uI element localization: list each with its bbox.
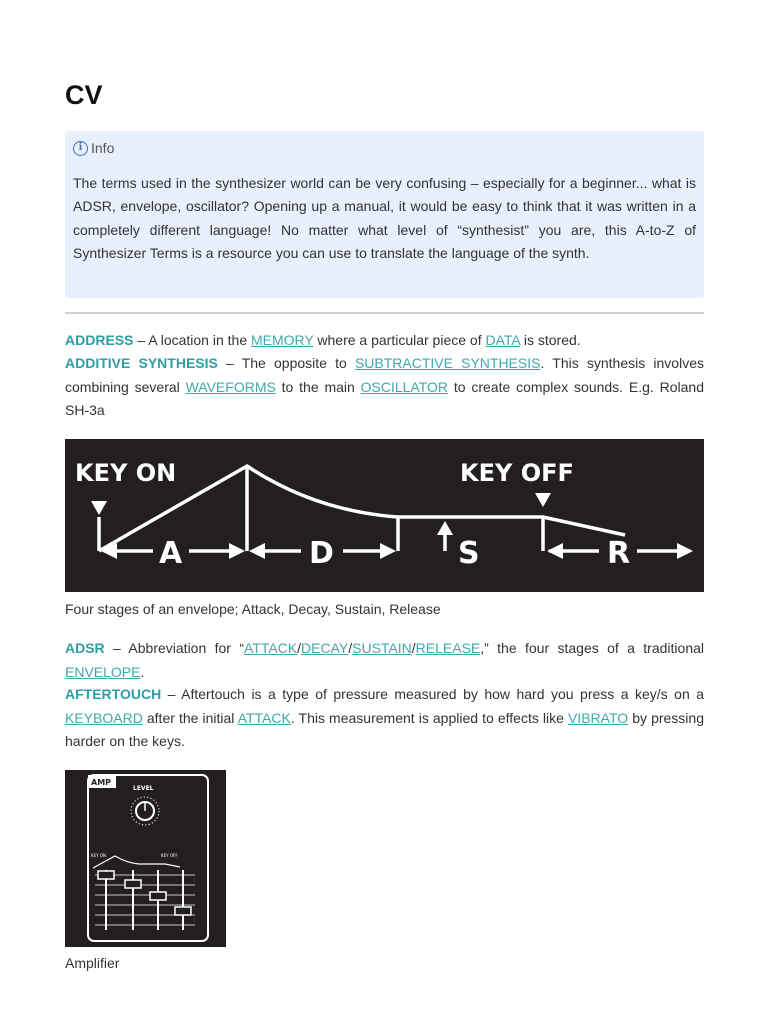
- key-on-marker: [91, 501, 107, 515]
- release-arrow-left: [547, 543, 563, 559]
- link-envelope[interactable]: ENVELOPE: [65, 663, 141, 680]
- entry-text: – A location in the: [133, 332, 251, 348]
- link-keyboard[interactable]: KEYBOARD: [65, 709, 143, 726]
- attack-arrow-right: [229, 543, 245, 559]
- link-attack-2[interactable]: ATTACK: [237, 709, 291, 726]
- decay-arrow-left: [249, 543, 265, 559]
- entry-text: – Abbreviation for “: [104, 640, 244, 656]
- divider: [65, 312, 704, 314]
- entry-text: after the initial: [142, 709, 238, 726]
- amp-key-off-label: KEY OFF: [161, 853, 178, 858]
- link-oscillator[interactable]: OSCILLATOR: [360, 378, 449, 395]
- attack-label: A: [159, 536, 183, 571]
- entry-text: . This synthesis involves combining several: [65, 355, 704, 395]
- term-aftertouch: AFTERTOUCH: [65, 686, 162, 702]
- amp-key-on-label: KEY ON: [91, 853, 107, 858]
- amp-slider-ticks: [95, 875, 195, 925]
- sustain-arrow-head: [437, 521, 453, 535]
- info-text: The terms used in the synthesizer world can be very confusing – especially for a beginner... what is ADSR, envelope, oscillator? Opening up a manual, it would be easy to think that it was written in a completely different language! No matter what level of “synthesist” you are, this A-to-Z of Synthesizer Terms is a resource you can use to translate the language of the synth.: [73, 175, 696, 261]
- info-panel: [65, 131, 704, 298]
- amplifier-image: [65, 770, 226, 947]
- glossary-entry-additive-synthesis: [65, 352, 704, 423]
- entry-text: ,” the four stages of a traditional: [480, 640, 704, 656]
- glossary-entry-adsr: [65, 637, 704, 684]
- amp-tag: AMP: [91, 778, 112, 787]
- glossary-entry-aftertouch: [65, 683, 704, 754]
- entry-text: . This measurement is applied to effects like: [290, 709, 568, 726]
- entry-text: is stored.: [519, 332, 581, 348]
- entry-text: to create complex sounds. E.g. Roland SH-3a: [65, 378, 704, 418]
- key-on-label: KEY ON: [75, 459, 177, 487]
- link-data[interactable]: DATA: [485, 332, 520, 348]
- amplifier-svg: [65, 770, 226, 947]
- entry-text: by pressing harder on the keys.: [65, 709, 704, 749]
- decay-slider-handle: [125, 880, 141, 888]
- release-arrow-right: [677, 543, 693, 559]
- level-label: LEVEL: [133, 785, 154, 792]
- entry-text: – Aftertouch is a type of pressure measured by how hard you press a key/s on a: [161, 686, 704, 702]
- release-label: R: [607, 536, 631, 571]
- amplifier-caption: Amplifier: [65, 955, 120, 971]
- term-additive-synthesis: ADDITIVE SYNTHESIS: [65, 355, 218, 371]
- key-off-marker: [535, 493, 551, 507]
- glossary-entry-address: [65, 329, 704, 353]
- decay-arrow-right: [380, 543, 396, 559]
- amp-slider-tracks: [106, 870, 183, 930]
- info-label: Info: [91, 140, 115, 156]
- envelope-diagram-svg: [65, 439, 704, 592]
- decay-label: D: [309, 536, 334, 571]
- info-header: [73, 139, 696, 157]
- link-subtractive-synthesis[interactable]: SUBTRACTIVE SYNTHESIS: [354, 355, 541, 371]
- entry-text: /: [297, 640, 302, 656]
- link-vibrato[interactable]: VIBRATO: [567, 709, 629, 726]
- link-decay[interactable]: DECAY: [301, 640, 349, 656]
- attack-slider-handle: [98, 871, 114, 879]
- term-address: ADDRESS: [65, 332, 134, 348]
- envelope-caption: Four stages of an envelope; Attack, Decay, Sustain, Release: [65, 601, 441, 617]
- entry-text: /: [411, 640, 416, 656]
- entry-text: .: [140, 663, 145, 680]
- entry-text: to the main: [275, 378, 361, 395]
- sustain-label: S: [458, 536, 480, 571]
- term-adsr: ADSR: [65, 640, 105, 656]
- link-waveforms[interactable]: WAVEFORMS: [185, 378, 276, 395]
- link-release[interactable]: RELEASE: [415, 640, 481, 656]
- release-slider-handle: [175, 907, 191, 915]
- sustain-slider-handle: [150, 892, 166, 900]
- info-icon: i: [73, 141, 88, 156]
- link-memory[interactable]: MEMORY: [251, 332, 314, 348]
- entry-text: /: [348, 640, 353, 656]
- key-off-label: KEY OFF: [460, 459, 574, 487]
- link-sustain[interactable]: SUSTAIN: [352, 640, 412, 656]
- entry-text: – The opposite to: [217, 355, 355, 371]
- page-title: CV: [65, 80, 103, 110]
- envelope-diagram: [65, 439, 704, 592]
- entry-text: where a particular piece of: [313, 332, 486, 348]
- link-attack[interactable]: ATTACK: [243, 640, 298, 656]
